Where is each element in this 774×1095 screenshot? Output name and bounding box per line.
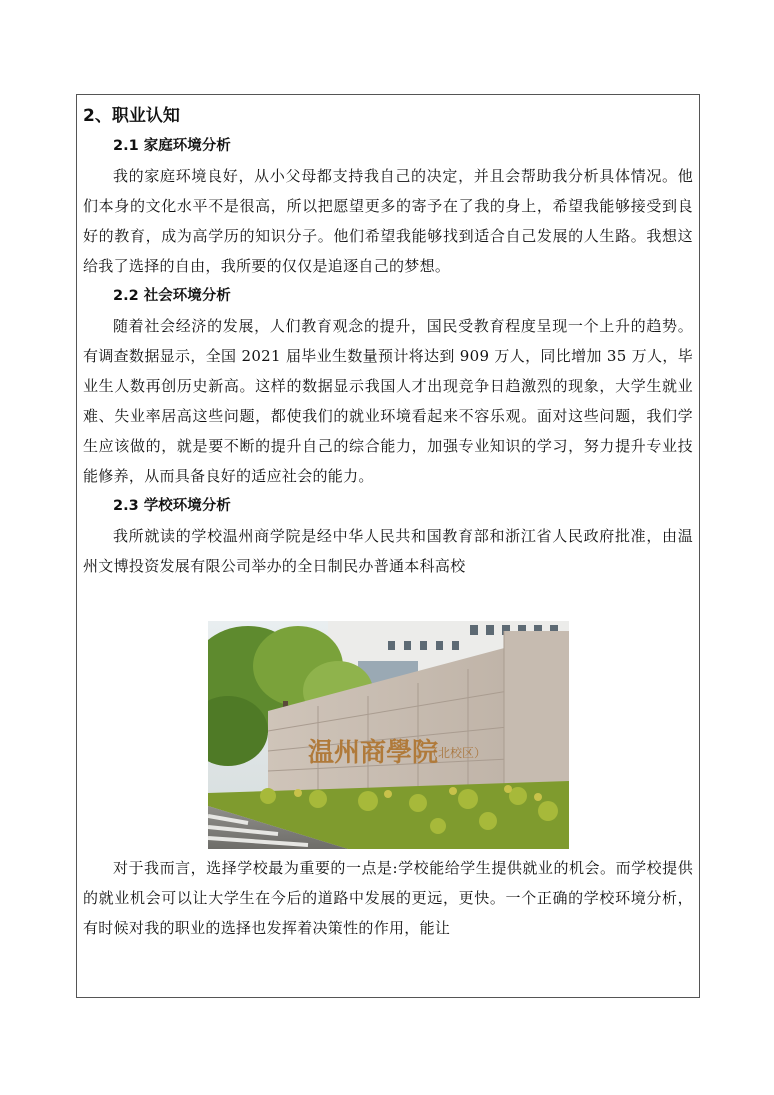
society-paragraph: 随着社会经济的发展，人们教育观念的提升，国民受教育程度呈现一个上升的趋势。有调查数据显示，全国 2021 届毕业生数量预计将达到 909 万人，同比增加 35 万人，毕业生人数再创历史新高。这样的数据显示我国人才出现竞争日趋激烈的现象，大学生就业难、失业率居高这些问题，都使我们的就业环境看起来不容乐观。面对这些问题，我们学生应该做的，就是要不断的提升自己的综合能力，加强专业知识的学习，努力提升专业技能修养，从而具备良好的适应社会的能力。 bbox=[83, 317, 693, 485]
campus-gate-illustration bbox=[208, 621, 569, 849]
family-paragraph: 我的家庭环境良好，从小父母都支持我自己的决定，并且会帮助我分析具体情况。他们本身的文化水平不是很高，所以把愿望更多的寄予在了我的身上，希望我能够接受到良好的教育，成为高学历的知识分子。他们希望我能够找到适合自己发展的人生路。我想这给我了选择的自由，我所要的仅仅是追逐自己的梦想。 bbox=[83, 167, 693, 275]
family-heading: 2.1 家庭环境分析 bbox=[113, 138, 231, 154]
school-paragraph: 我所就读的学校温州商学院是经中华人民共和国教育部和浙江省人民政府批准，由温州文博投资发展有限公司举办的全日制民办普通本科高校 bbox=[83, 527, 693, 575]
document-frame bbox=[76, 94, 700, 998]
school-heading: 2.3 学校环境分析 bbox=[113, 498, 231, 514]
society-heading: 2.2 社会环境分析 bbox=[113, 288, 231, 304]
document-content bbox=[83, 101, 693, 943]
school-paragraph-2: 对于我而言，选择学校最为重要的一点是:学校能给学生提供就业的机会。而学校提供的就业机会可以让大学生在今后的道路中发展的更远，更快。一个正确的学校环境分析，有时候对我的职业的选择也发挥着决策性的作用，能让 bbox=[83, 859, 693, 937]
photo-sign-text: 温州商學院 bbox=[308, 738, 439, 768]
section-title: 2、职业认知 bbox=[83, 106, 180, 126]
photo-sign-subtext: （北校区） bbox=[426, 746, 487, 760]
campus-gate-photo bbox=[208, 621, 569, 849]
photo-container bbox=[83, 581, 693, 853]
